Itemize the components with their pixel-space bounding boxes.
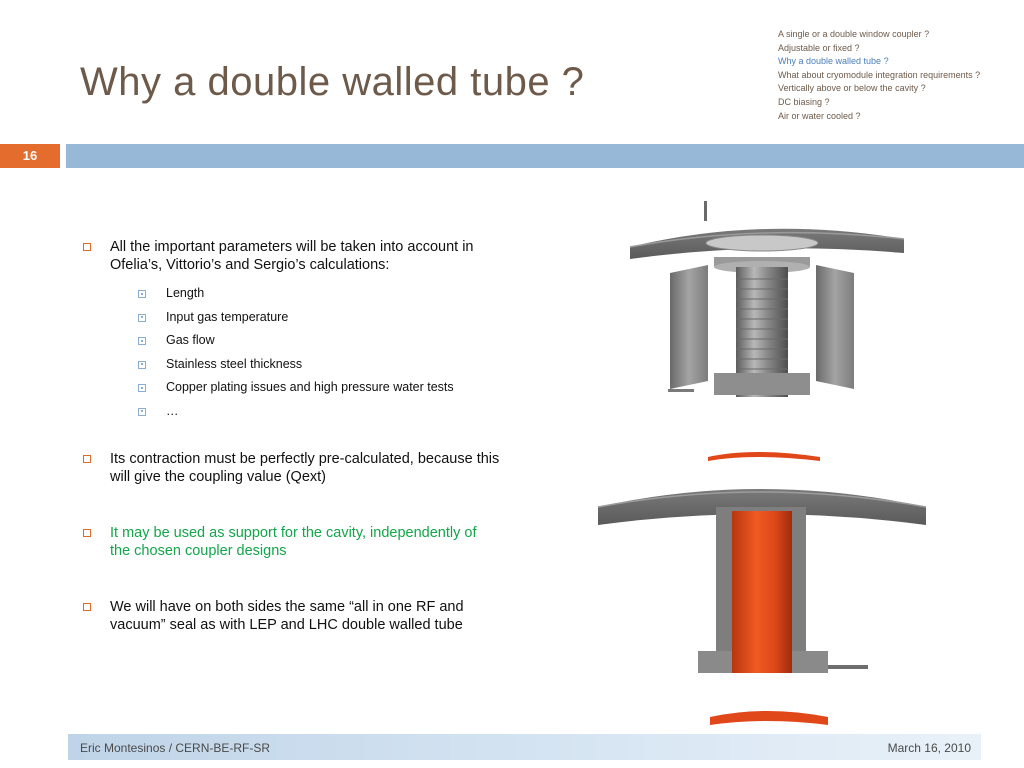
sub-bullet-text: …	[166, 403, 179, 418]
flange-opening	[706, 235, 818, 251]
cooling-pipe	[828, 665, 868, 669]
sub-bullet-text: Length	[166, 286, 205, 300]
sub-bullet-text: Input gas temperature	[166, 309, 289, 324]
copper-plated-inner-tube	[732, 511, 792, 671]
square-bullet-icon	[83, 455, 91, 463]
sub-bullet-item	[110, 400, 500, 424]
left-half-shell	[670, 265, 708, 389]
lower-collar	[714, 373, 810, 395]
square-bullet-icon	[138, 337, 146, 345]
sub-bullet-item	[110, 353, 500, 377]
slide-number: 16	[0, 144, 60, 168]
bullet-text: All the important parameters will be taken into account in Ofelia’s, Vittorio’s and Sergio’s calculations:	[110, 239, 474, 273]
right-half-shell	[816, 265, 854, 389]
square-bullet-icon	[83, 243, 91, 251]
square-bullet-icon	[138, 361, 146, 369]
sub-bullet-text: Gas flow	[166, 333, 215, 348]
copper-tube-bottom	[732, 651, 792, 673]
bullet-text: It may be used as support for the cavity, independently of the chosen coupler designs	[110, 524, 477, 559]
outline-item[interactable]: What about cryomodule integration requirements ?	[778, 69, 981, 80]
sub-bullet-list	[110, 282, 500, 424]
sub-bullet-text: Copper plating issues and high pressure water tests	[166, 380, 454, 395]
square-bullet-icon	[138, 314, 146, 322]
square-bullet-icon	[138, 408, 146, 416]
square-bullet-icon	[83, 529, 91, 537]
outline-item[interactable]: A single or a double window coupler ?	[778, 29, 930, 39]
footer-date: March 16, 2010	[887, 741, 971, 755]
bullet-item-highlighted	[80, 524, 500, 560]
outline-item-current[interactable]: Why a double walled tube ?	[778, 56, 889, 67]
bullet-text: Its contraction must be perfectly pre-calculated, because this will give the coupling value (Qext)	[110, 450, 500, 485]
double-walled-tube-illustration	[590, 195, 930, 735]
footer-author: Eric Montesinos / CERN-BE-RF-SR	[80, 741, 271, 755]
assembled-double-walled-tube	[598, 489, 926, 673]
bullet-item	[80, 450, 500, 486]
sub-bullet-text: Stainless steel thickness	[166, 356, 303, 371]
square-bullet-icon	[138, 290, 146, 298]
outline-item[interactable]: Vertically above or below the cavity ?	[778, 83, 926, 94]
bullet-list	[80, 238, 500, 652]
sub-bullet-item	[110, 329, 500, 353]
bracket-detail	[668, 389, 694, 392]
copper-ring-lower	[710, 711, 828, 725]
section-outline	[778, 28, 1018, 123]
sub-bullet-item	[110, 376, 500, 400]
sub-bullet-item	[110, 306, 500, 330]
sub-bullet-item	[110, 282, 500, 306]
pin-detail	[704, 201, 707, 221]
outline-item[interactable]: DC biasing ?	[778, 96, 830, 107]
square-bullet-icon	[138, 384, 146, 392]
outline-item[interactable]: Air or water cooled ?	[778, 110, 861, 121]
slide-title: Why a double walled tube ?	[80, 60, 585, 104]
footer-bar	[68, 734, 981, 760]
square-bullet-icon	[83, 603, 91, 611]
outline-item[interactable]: Adjustable or fixed ?	[778, 42, 860, 53]
exploded-outer-tube-assembly	[630, 201, 904, 397]
bullet-text: We will have on both sides the same “all in one RF and vacuum” seal as with LEP and LHC double walled tube	[110, 598, 464, 633]
bullet-item	[80, 598, 500, 634]
bullet-item	[80, 238, 500, 424]
copper-ring-upper	[708, 452, 820, 461]
header-divider-bar	[66, 144, 1024, 168]
